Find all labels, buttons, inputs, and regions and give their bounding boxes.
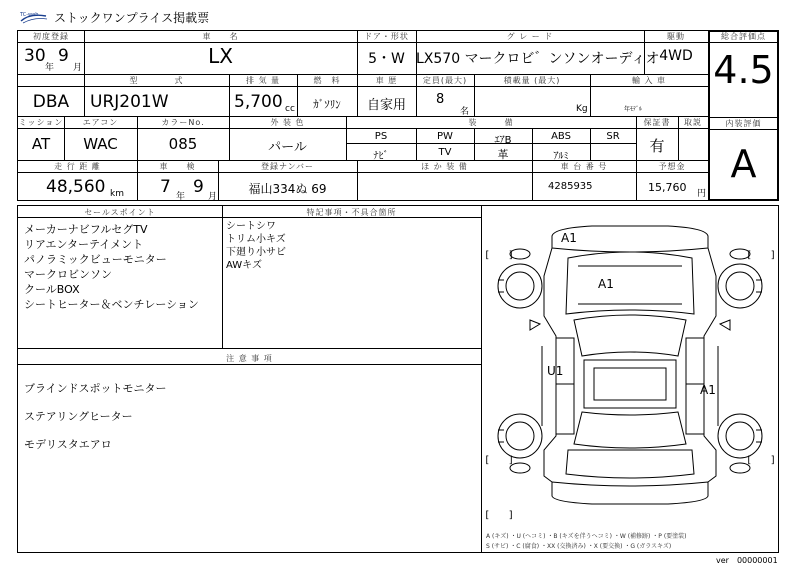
equip-abs: ABS [551,131,571,142]
plate-value: 福山334ぬ 69 [248,182,327,196]
model-type-label: 型 式 [129,76,184,85]
mileage-label: 走 行 距 離 [54,162,101,171]
displacement-unit: cc [285,104,295,114]
equipment-label: 装 備 [468,118,514,127]
bracket-open: [ [484,250,491,261]
equip-navi: ﾅﾋﾞ [373,151,389,162]
caution-label: 注 意 事 項 [226,354,273,363]
inspection-month: 9 [193,177,204,197]
rear-left-wheel-shape [498,414,542,458]
list-item: メーカーナビフルセグTV [24,223,148,236]
special-notes-label: 特記事項・不具合箇所 [306,208,397,217]
car-name-label: 車 名 [202,32,239,41]
type-prefix: DBA [32,92,70,112]
import-label: 輸 入 車 [631,76,667,85]
bracket-open: [ [746,250,753,261]
aircon-label: エアコン [82,118,119,127]
manual-label: 取説 [684,118,702,127]
version-text: ver 00000001 [716,556,778,565]
car-damage-diagram [482,206,778,552]
displacement-label: 排 気 量 [245,76,281,85]
logo [20,9,48,21]
reg-month-unit: 月 [73,63,83,73]
list-item: リアエンターテイメント [24,238,144,251]
damage-mark-hood: A1 [598,277,614,291]
interior-value: A [730,142,757,186]
mission-label: ミッション [18,118,64,127]
legend-line-2: S (サビ) ・C (腐食) ・XX (交換済み) ・X (要交換) ・G (ガラスキズ) [486,543,672,550]
damage-mark-left-door: U1 [547,364,564,378]
logo-text: TC-web [20,12,39,18]
plate-label: 登録ナンバー [260,162,315,171]
load-label: 積載量 (最大) [503,76,561,85]
list-item: トリム小キズ [226,234,286,245]
price-value: 15,760 [648,181,687,194]
mission-value: AT [31,135,51,153]
caution-list [24,375,167,459]
first-reg-label: 初度登録 [33,32,69,41]
legend-line-1: A (キズ) ・U (ヘコミ) ・B (キズを伴うヘコミ) ・W (補修跡) ・P (要塗装) [486,533,687,540]
price-label: 予想金 [658,162,686,171]
list-item: マークロビンソン [24,268,112,281]
special-notes-list [226,220,286,272]
list-item: 下廻り小サビ [226,247,286,258]
exterior-color-value: パール [268,140,307,155]
other-equip-label: ほ か 装 備 [421,162,468,171]
mileage-value: 48,560 [46,177,106,197]
bracket-open: [ [484,510,491,521]
capacity-unit: 名 [460,107,470,117]
rear-right-wheel-shape [718,414,762,458]
equip-tv: TV [438,147,452,158]
list-item: ブラインドスポットモニター [24,382,167,395]
displacement-value: 5,700 [234,92,283,112]
chassis-label: 車 台 番 号 [560,162,608,171]
fuel-label: 燃 料 [313,76,341,85]
list-item: AWキズ [226,260,262,271]
inspection-year: 7 [160,177,171,197]
front-left-wheel-shape [498,264,542,308]
score-label: 総合評価点 [721,32,766,41]
rear-window-shape [574,412,686,448]
damage-mark-front-bumper: A1 [561,231,577,245]
hood-shape [566,252,694,314]
list-item: クールBOX [24,283,80,296]
sales-points-label: セールスポイント [84,208,156,217]
grade-label: グ レ ー ド [506,32,554,41]
inspection-month-unit: 月 [208,192,218,202]
door-label: ドア・形状 [364,32,409,41]
inspection-year-unit: 年 [176,192,186,202]
door-shape: 5・W [368,51,405,67]
warranty-value: 有 [649,137,665,155]
windshield-shape [574,315,686,356]
equip-sr: SR [606,131,620,142]
drive-value: 4WD [659,48,693,64]
import-model-year: 年ﾓﾃﾞﾙ [624,106,643,113]
price-unit: 円 [697,189,707,199]
capacity-value: 8 [436,92,445,107]
list-item: シートヒーター＆ベンチレーション [24,298,199,311]
reg-year: 30 [24,46,46,66]
page-title: ストックワンプライス掲載票 [54,11,210,25]
mileage-unit: km [110,189,124,199]
warranty-label: 保証書 [643,118,671,127]
front-right-wheel-shape [718,264,762,308]
list-item: モデリスタエアロ [24,438,112,451]
equip-leather: 革 [497,148,509,161]
fuel-value: ｶﾞｿﾘﾝ [313,98,341,111]
capacity-label: 定員(最大) [422,76,468,85]
bracket-close: ] [770,250,777,261]
equip-airbag: ｴｱB [494,135,512,146]
reg-month: 9 [58,46,69,66]
rear-bumper-shape [552,482,708,504]
score-value: 4.5 [713,48,774,92]
drive-label: 駆動 [667,32,685,41]
rear-hatch-shape [566,450,694,478]
color-no-value: 085 [168,135,198,153]
reg-year-unit: 年 [45,63,55,73]
list-item: パノラミックビューモニター [24,253,167,266]
bracket-close: ] [770,455,777,466]
bracket-close: ] [508,455,515,466]
inspection-label: 車 検 [159,162,196,171]
load-unit: Kg [576,104,588,114]
aircon-value: WAC [83,135,118,153]
roof-shape [584,360,676,408]
history-label: 車 歴 [375,76,398,85]
right-side-body [704,248,716,482]
bracket-close: ] [508,250,515,261]
car-name: LX [208,44,233,68]
exterior-color-label: 外 装 色 [270,118,305,127]
bracket-close: ] [508,510,515,521]
color-no-label: カラーNo. [161,118,205,127]
chassis-value: 4285935 [548,181,593,192]
history-value: 自家用 [366,98,406,113]
bracket-open: [ [746,455,753,466]
bracket-open: [ [484,455,491,466]
equip-pw: PW [437,131,453,142]
list-item: ステアリングヒーター [24,410,133,423]
interior-label: 内装評価 [725,119,762,128]
equip-ps: PS [374,131,388,142]
type-code: URJ201W [90,92,169,112]
list-item: シートシワ [226,221,276,232]
sales-points-list [24,222,199,312]
damage-mark-right-rear: A1 [700,383,716,397]
grade-value: LX570 マークロビ゛ンソンオーディオ [416,51,660,67]
equip-alloy: ｱﾙﾐ [553,151,569,162]
